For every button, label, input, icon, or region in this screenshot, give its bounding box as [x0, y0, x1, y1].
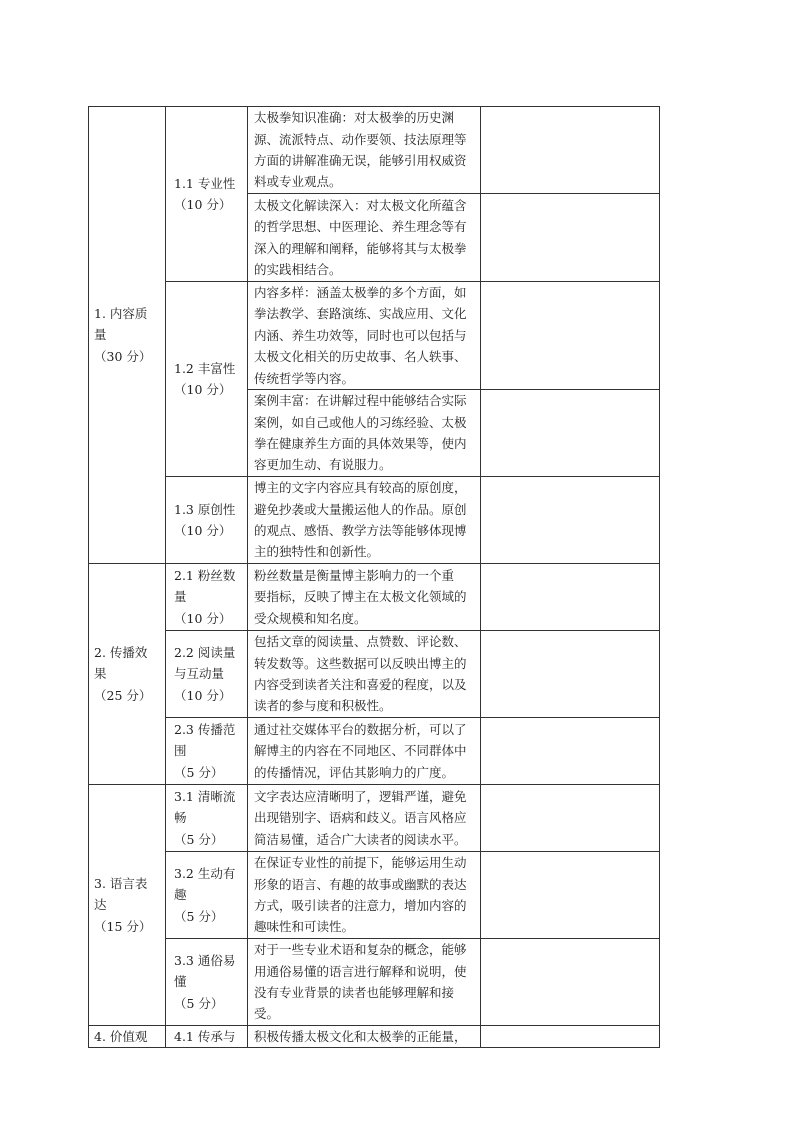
category-label: 4. 价值观: [94, 1029, 148, 1045]
criteria-cell: [248, 852, 481, 939]
subcategory-cell: [166, 852, 248, 939]
subcategory-label: 2.2 阅读量 与互动量 （10 分）: [174, 644, 236, 703]
score-cell: [481, 107, 660, 194]
subcategory-label: 2.1 粉丝数 量 （10 分）: [174, 567, 236, 626]
criteria-text: 内容多样：涵盖太极拳的多个方面，如 拳法教学、套路演练、实战应用、文化 内涵、养生功效等，同时也可以包括与 太极文化相关的历史故事、名人轶事、 传统哲学等内容。: [254, 285, 467, 386]
category-label: 1. 内容质 量 （30 分）: [94, 305, 152, 364]
subcategory-cell: [166, 939, 248, 1026]
score-cell: [481, 718, 660, 785]
criteria-cell: [248, 718, 481, 785]
subcategory-label: 3.2 生动有 趣 （5 分）: [174, 865, 236, 924]
score-cell: [481, 564, 660, 631]
evaluation-table: [88, 106, 660, 1048]
score-cell: [481, 785, 660, 852]
criteria-cell: [248, 785, 481, 852]
category-label: 2. 传播效 果 （25 分）: [94, 644, 152, 703]
category-cell: [89, 564, 166, 785]
criteria-cell: [248, 390, 481, 477]
criteria-text: 粉丝数量是衡量博主影响力的一个重 要指标，反映了博主在太极文化领域的 受众规模和知名度。: [254, 567, 467, 626]
table-row: [89, 564, 660, 631]
criteria-text: 文字表达应清晰明了，逻辑严谨，避免 出现错别字、语病和歧义。语言风格应 简洁易懂，适合广大读者的阅读水平。: [254, 788, 467, 847]
subcategory-label: 2.3 传播范 围 （5 分）: [174, 721, 236, 780]
subcategory-label: 3.3 通俗易 懂 （5 分）: [174, 952, 236, 1011]
score-cell: [481, 852, 660, 939]
category-cell: [89, 785, 166, 1026]
subcategory-cell: [166, 477, 248, 564]
category-cell: [89, 1026, 166, 1048]
subcategory-cell: [166, 631, 248, 718]
criteria-cell: [248, 564, 481, 631]
criteria-text: 案例丰富：在讲解过程中能够结合实际 案例，如自己或他人的习练经验、太极 拳在健康养生方面的具体效果等，使内 容更加生动、有说服力。: [254, 393, 467, 473]
subcategory-label: 1.2 丰富性 （10 分）: [174, 360, 236, 398]
criteria-text: 在保证专业性的前提下，能够运用生动 形象的语言、有趣的故事或幽默的表达 方式，吸引读者的注意力，增加内容的 趣味性和可读性。: [254, 855, 467, 935]
table-row: [89, 631, 660, 718]
table-row: [89, 785, 660, 852]
subcategory-label: 1.1 专业性 （10 分）: [174, 175, 236, 212]
criteria-cell: [248, 939, 481, 1026]
criteria-text: 包括文章的阅读量、点赞数、评论数、 转发数等。这些数据可以反映出博主的 内容受到读者关注和喜爱的程度，以及 读者的参与度和积极性。: [254, 634, 467, 714]
table-row: [89, 107, 660, 194]
category-label: 3. 语言表 达 （15 分）: [94, 875, 152, 934]
table-row: [89, 477, 660, 564]
score-cell: [481, 477, 660, 564]
criteria-cell: [248, 477, 481, 564]
score-cell: [481, 939, 660, 1026]
subcategory-cell: [166, 718, 248, 785]
subcategory-cell: [166, 107, 248, 282]
table-row: [89, 1026, 660, 1048]
subcategory-cell: [166, 282, 248, 477]
score-cell: [481, 631, 660, 718]
table-row: [89, 939, 660, 1026]
criteria-cell: [248, 107, 481, 194]
score-cell: [481, 1026, 660, 1048]
table-row: [89, 282, 660, 390]
subcategory-label: 3.1 清晰流 畅 （5 分）: [174, 788, 236, 847]
subcategory-cell: [166, 785, 248, 852]
score-cell: [481, 282, 660, 390]
subcategory-label: 4.1 传承与: [174, 1029, 236, 1045]
criteria-cell: [248, 1026, 481, 1048]
subcategory-cell: [166, 564, 248, 631]
category-cell: [89, 107, 166, 564]
score-cell: [481, 194, 660, 282]
subcategory-label: 1.3 原创性 （10 分）: [174, 501, 236, 539]
score-cell: [481, 390, 660, 477]
criteria-cell: [248, 194, 481, 282]
criteria-text: 积极传播太极文化和太极拳的正能量，: [254, 1029, 467, 1045]
criteria-text: 博主的文字内容应具有较高的原创度， 避免抄袭或大量搬运他人的作品。原创 的观点、感悟、教学方法等能够体现博 主的独特性和创新性。: [254, 480, 467, 560]
table-row: [89, 718, 660, 785]
criteria-cell: [248, 631, 481, 718]
criteria-text: 对于一些专业术语和复杂的概念，能够 用通俗易懂的语言进行解释和说明，使 没有专业背景的读者也能够理解和接 受。: [254, 942, 467, 1022]
table-row: [89, 852, 660, 939]
criteria-text: 太极文化解读深入：对太极文化所蕴含 的哲学思想、中医理论、养生理念等有 深入的理解和阐释，能够将其与太极拳 的实践相结合。: [254, 197, 467, 277]
criteria-text: 太极拳知识准确：对太极拳的历史渊 源、流派特点、动作要领、技法原理等 方面的讲解准确无误，能够引用权威资 料或专业观点。: [254, 110, 467, 190]
criteria-text: 通过社交媒体平台的数据分析，可以了 解博主的内容在不同地区、不同群体中 的传播情况，评估其影响力的广度。: [254, 721, 467, 780]
criteria-cell: [248, 282, 481, 390]
subcategory-cell: [166, 1026, 248, 1048]
